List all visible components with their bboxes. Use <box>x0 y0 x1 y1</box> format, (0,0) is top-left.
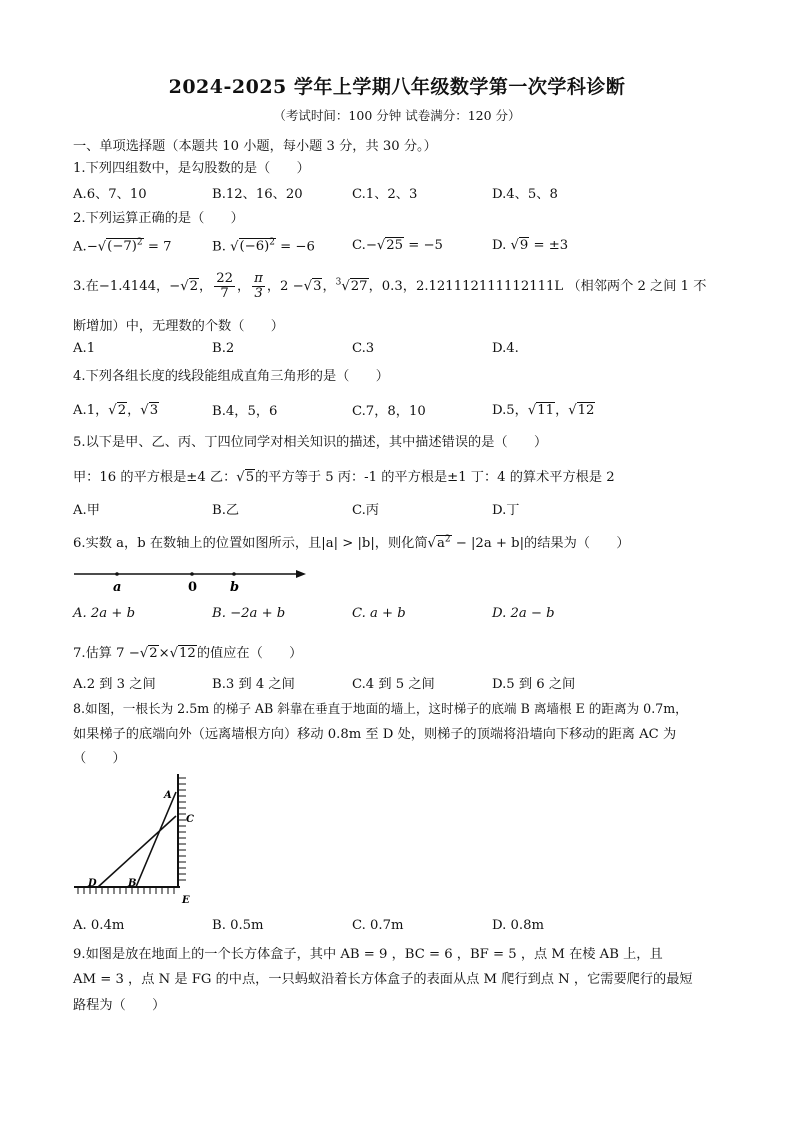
question-8-line3: （ ） <box>73 751 126 766</box>
question-6-stem: 6.实数 a，b 在数轴上的位置如图所示，且|a| > |b|，则化简$√a^2 - |2a + b|$的结果为（ ） <box>73 534 630 551</box>
q5-option-a: A.甲 <box>73 503 100 518</box>
label-A: A <box>164 790 172 801</box>
q4-option-a: A.1，√2，√3 <box>73 403 159 418</box>
q2-option-a: $A.-√(-7)^2 = 7$ <box>73 238 172 255</box>
q3-option-c: C.3 <box>352 341 375 356</box>
label-D: D <box>88 878 97 889</box>
axis-label-b: b <box>230 580 240 595</box>
q5-option-b: B.乙 <box>212 503 240 518</box>
question-5-stem: 5.以下是甲、乙、丙、丁四位同学对相关知识的描述，其中描述错误的是（ ） <box>73 435 548 450</box>
label-E: E <box>182 895 190 906</box>
axis-label-0: 0 <box>188 580 198 595</box>
exam-subtitle: （考试时间：100 分钟 试卷满分：120 分） <box>273 108 521 123</box>
q1-option-c: C.1、2、3 <box>352 187 418 202</box>
q7-option-a: A.2 到 3 之间 <box>73 677 156 692</box>
section-heading: 一、单项选择题（本题共 10 小题，每小题 3 分，共 30 分。） <box>73 139 437 154</box>
question-3-stem: 3.在−1.4144，−√2， $\frac{22}{7}$ ， $\frac{\pi}{3}$ ，2 −√3，$^3$√27，0.3，2.121112111112111L （相邻两个 2 之间 1 不 <box>73 271 707 301</box>
label-B: B <box>128 878 137 889</box>
q2-option-d: D. √9 = ±3 <box>492 238 569 253</box>
q4-option-c: C.7，8，10 <box>352 404 426 419</box>
q5-option-d: D.丁 <box>492 503 520 518</box>
q8-option-a: A. 0.4m <box>73 918 125 933</box>
q2-option-c: C.−√25 = −5 <box>352 238 443 253</box>
question-1-stem: 1.下列四组数中，是勾股数的是（ ） <box>73 161 310 176</box>
question-4-stem: 4.下列各组长度的线段能组成直角三角形的是（ ） <box>73 369 389 384</box>
question-5-statements: 甲：16 的平方根是±4 乙：√5的平方等于 5 丙：-1 的平方根是±1 丁：4 的算术平方根是 2 <box>73 470 615 485</box>
q5-option-c: C.丙 <box>352 503 379 518</box>
label-C: C <box>186 814 194 825</box>
q4-option-b: B.4，5，6 <box>212 404 278 419</box>
q8-option-b: B. 0.5m <box>212 918 264 933</box>
question-9-line2: AM = 3 ，点 N 是 FG 的中点，一只蚂蚁沿着长方体盒子的表面从点 M 爬行到点 N ，它需要爬行的最短 <box>73 972 693 987</box>
q6-option-a: A. 2a + b <box>73 606 136 621</box>
question-7-stem: 7.估算 7 −√2×√12的值应在（ ） <box>73 646 303 661</box>
question-8-line2: 如果梯子的底端向外（远离墙根方向）移动 0.8m 至 D 处，则梯子的顶端将沿墙向下移动的距离 AC 为 <box>73 727 677 742</box>
question-2-stem: 2.下列运算正确的是（ ） <box>73 211 244 226</box>
q8-option-c: C. 0.7m <box>352 918 404 933</box>
exam-title: 2024-2025 学年上学期八年级数学第一次学科诊断 <box>168 76 626 98</box>
question-9-line1: 9.如图是放在地面上的一个长方体盒子，其中 AB = 9 ，BC = 6 ，BF = 5 ，点 M 在棱 AB 上，且 <box>73 947 663 962</box>
question-3-stem-line2: 断增加）中，无理数的个数（ ） <box>73 319 284 334</box>
q1-option-d: D.4、5、8 <box>492 187 558 202</box>
q8-option-d: D. 0.8m <box>492 918 544 933</box>
q3-option-d: D.4. <box>492 341 519 356</box>
q6-option-b: B. −2a + b <box>212 606 286 621</box>
q7-option-c: C.4 到 5 之间 <box>352 677 435 692</box>
q4-option-d: D.5，√11，√12 <box>492 403 595 418</box>
q7-option-b: B.3 到 4 之间 <box>212 677 295 692</box>
number-line-figure <box>72 565 312 597</box>
q6-option-d: D. 2a − b <box>492 606 555 621</box>
q7-option-d: D.5 到 6 之间 <box>492 677 576 692</box>
q1-option-a: A.6、7、10 <box>73 187 147 202</box>
question-8-line1: 8.如图，一根长为 2.5m 的梯子 AB 斜靠在垂直于地面的墙上，这时梯子的底端 B 离墙根 E 的距离为 0.7m， <box>73 701 688 716</box>
q1-option-b: B.12、16、20 <box>212 187 303 202</box>
q3-option-b: B.2 <box>212 341 235 356</box>
axis-label-a: a <box>113 580 122 595</box>
q2-option-b: B. $√(-6)^2 = -6$ <box>212 238 315 255</box>
ladder-figure <box>70 770 200 910</box>
q6-option-c: C. a + b <box>352 606 406 621</box>
q3-option-a: A.1 <box>73 341 96 356</box>
question-9-line3: 路程为（ ） <box>73 998 166 1013</box>
